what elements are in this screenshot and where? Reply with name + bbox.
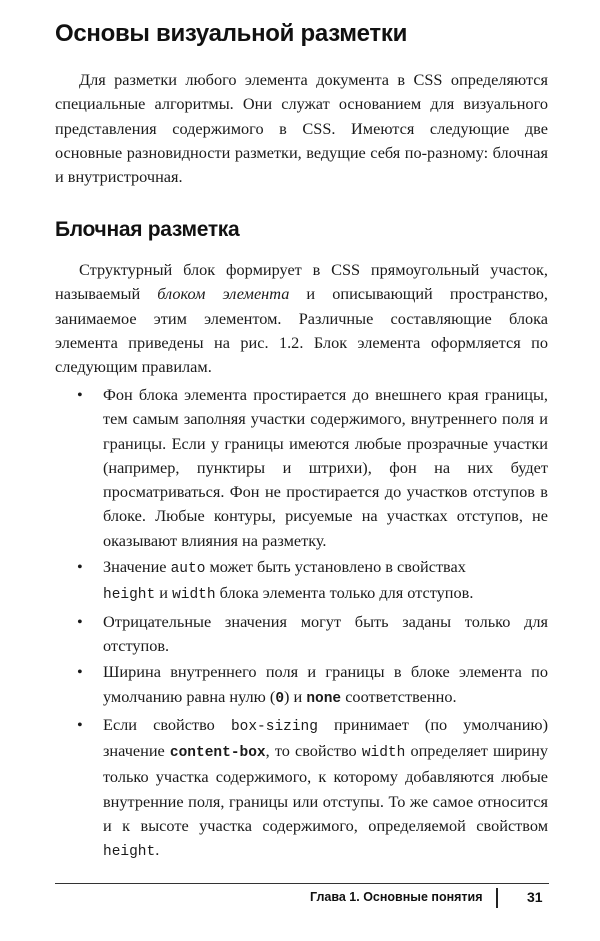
list-item-text: , то свойство (265, 741, 362, 761)
bullet-icon: • (77, 714, 83, 734)
list-item-text: ) и (284, 686, 307, 706)
running-footer-chapter: Глава 1. Основные понятия (310, 890, 483, 904)
code-width: width (361, 745, 406, 762)
code-content-box: content-box (169, 745, 266, 762)
list-item (55, 383, 548, 553)
list-item-text: Ширина внутреннего поля и границы в блоке элемента по умолчанию равна нулю ( (103, 662, 548, 706)
block-paragraph (55, 258, 548, 379)
list-item-text: соответственно. (341, 686, 457, 706)
list-item-text: принимает (по умолчанию) значение (103, 714, 548, 761)
page-number: 31 (527, 889, 543, 905)
list-item-text: . (155, 840, 160, 860)
list-item-text: Отрицательные значения могут быть заданы только для отступов. (103, 611, 548, 655)
footer-separator (496, 888, 498, 908)
list-item (55, 713, 548, 865)
rules-list (55, 383, 548, 867)
bullet-icon: • (77, 557, 83, 577)
list-item-text: Фон блока элемента простирается до внешнего края границы, тем самым заполняя участки содержимого, внутреннего поля и границы. Если у границы имеются любые прозрачные участки (например, пунктиры и штрихи), фон на них будет просматриваться. Фон не простирается до участков отступов в блоке. Любые контуры, рисуемые на участках отступов, не оказывают влияния на разметку. (103, 385, 548, 550)
code-height: height (103, 844, 156, 861)
code-width: width (172, 587, 216, 604)
code-zero: 0 (275, 690, 285, 707)
list-item (55, 660, 548, 711)
list-item-text: Если свойство (103, 714, 231, 734)
list-item-text: Значение (103, 557, 171, 577)
code-none: none (306, 690, 342, 707)
bullet-icon: • (77, 662, 83, 682)
code-auto: auto (170, 561, 206, 578)
list-item (55, 610, 548, 659)
code-height: height (103, 587, 156, 604)
bullet-icon: • (77, 611, 83, 631)
footer-divider (55, 883, 549, 884)
block-paragraph-emphasis: блоком элемента (157, 284, 290, 304)
list-item (55, 555, 548, 608)
list-item-text: и (155, 583, 173, 603)
subsection-heading: Блочная разметка (55, 218, 240, 241)
block-paragraph-text-2: и описывающий пространство, занимаемое этим элементом. Различные составляющие блока элемента приведены на рис. 1.2. Блок элемента оформляется по следующим правилам. (55, 284, 548, 377)
block-paragraph-text-1: Структурный блок формирует в CSS прямоугольный участок, называемый (55, 260, 548, 304)
intro-paragraph: Для разметки любого элемента документа в CSS определяются специальные алгоритмы. Они служат основанием для визуального представления содержимого в CSS. Имеются следующие две основные разновидности разметки, ведущие себя по-разному: блочная и внутристрочная. (55, 70, 548, 187)
bullet-icon: • (77, 385, 83, 404)
list-item-text: определяет ширину только участка содержимого, к которому добавляются любые внутренние поля, границы или отступы. То же самое относится и к высоте участка содержимого, определяемой свойством (103, 741, 548, 836)
code-box-sizing: box-sizing (230, 718, 318, 735)
list-item-text: блока элемента только для отступов. (215, 583, 474, 603)
section-heading: Основы визуальной разметки (55, 20, 408, 47)
list-item-text: может быть установлено в свойствах (205, 557, 466, 577)
